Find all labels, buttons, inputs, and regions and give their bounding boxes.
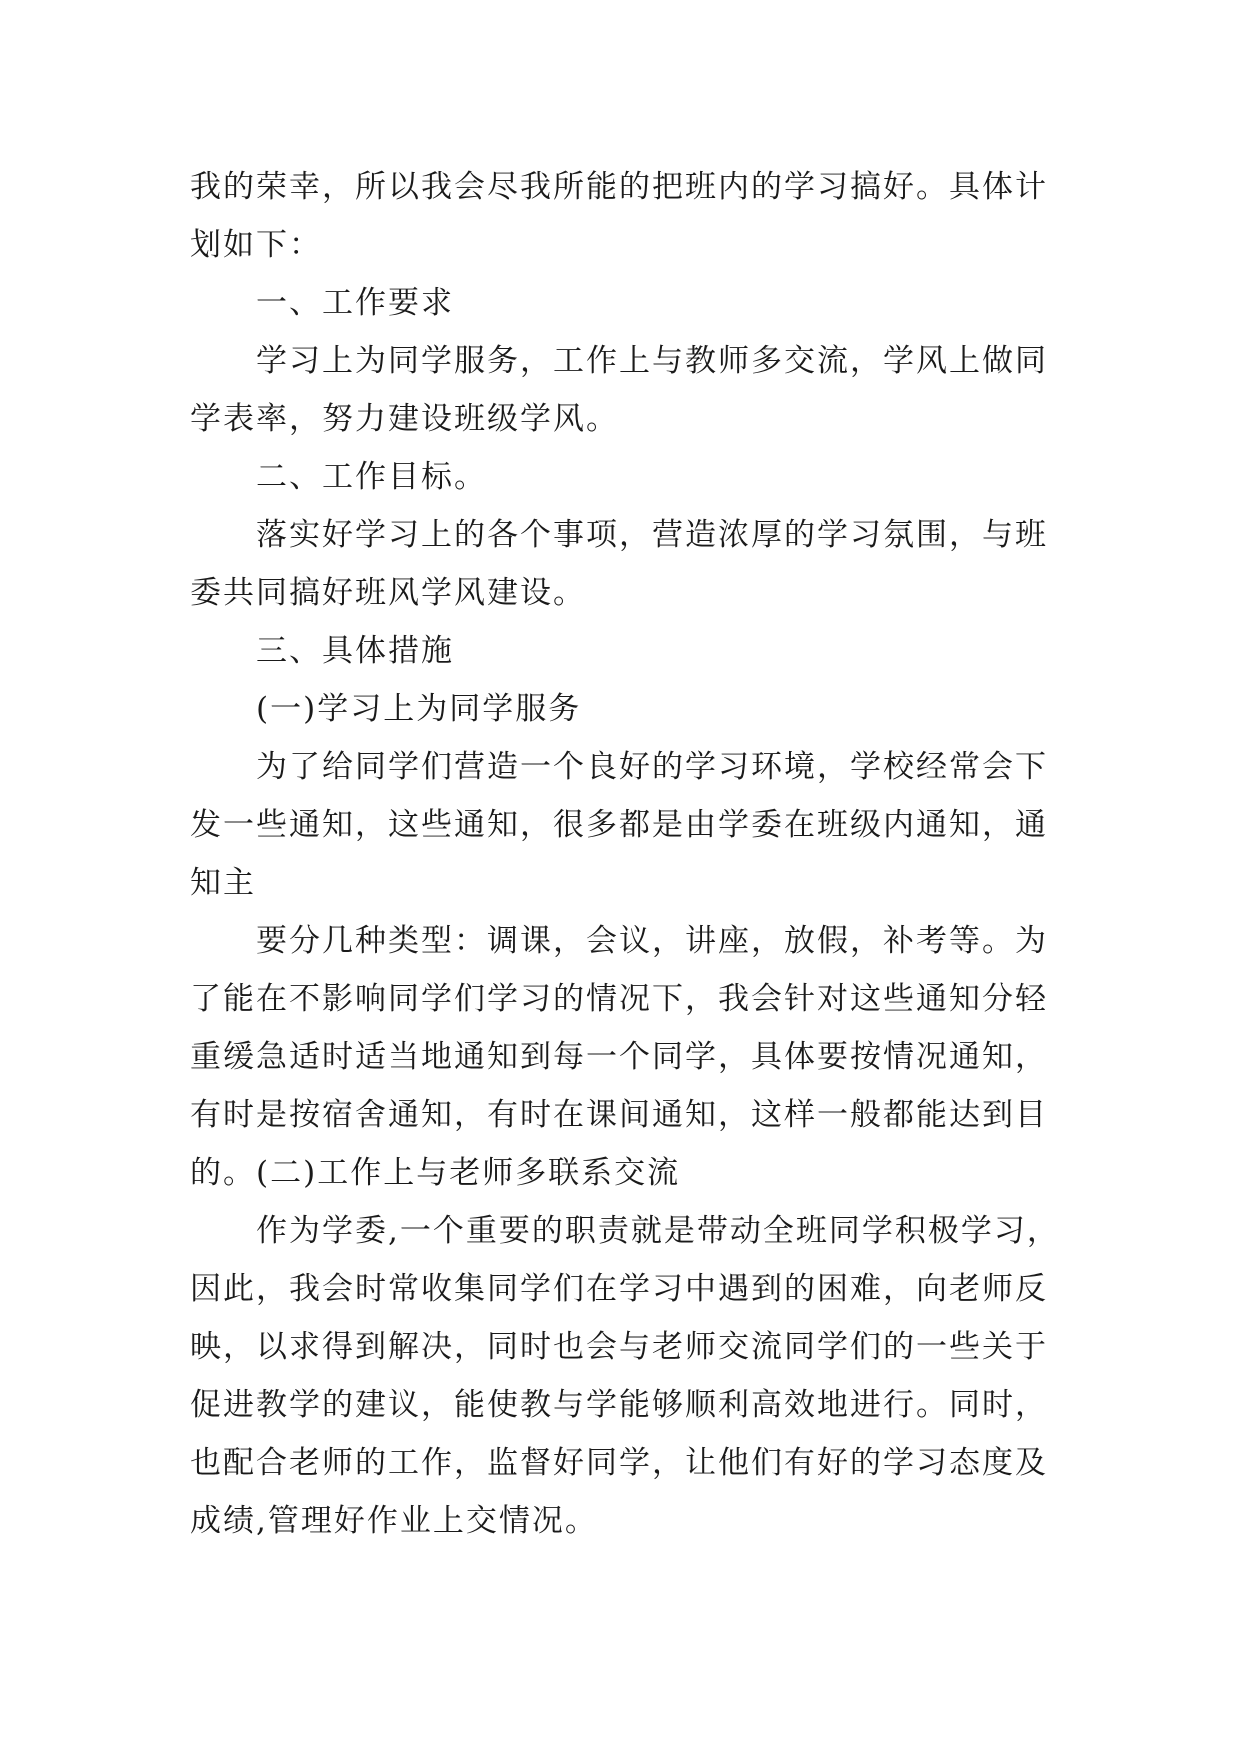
text-line: 映，以求得到解决，同时也会与老师交流同学们的一些关于 xyxy=(190,1329,1048,1365)
text-line: 成绩,管理好作业上交情况。 xyxy=(190,1503,598,1539)
text-line: 要分几种类型：调课，会议，讲座，放假，补考等。为 xyxy=(256,923,1048,959)
text-line: 有时是按宿舍通知，有时在课间通知，这样一般都能达到目 xyxy=(190,1097,1048,1133)
text-line: 落实好学习上的各个事项，营造浓厚的学习氛围，与班 xyxy=(256,517,1048,553)
text-line: 学表率，努力建设班级学风。 xyxy=(190,401,619,437)
text-line: 也配合老师的工作，监督好同学，让他们有好的学习态度及 xyxy=(190,1445,1048,1481)
section-heading: 二、工作目标。 xyxy=(256,459,487,495)
text-line: 作为学委,一个重要的职责就是带动全班同学积极学习， xyxy=(256,1213,1060,1249)
text-line: 学习上为同学服务，工作上与教师多交流，学风上做同 xyxy=(256,343,1048,379)
text-line: 委共同搞好班风学风建设。 xyxy=(190,575,586,611)
text-line: 发一些通知，这些通知，很多都是由学委在班级内通知，通 xyxy=(190,807,1048,843)
text-line: 划如下： xyxy=(190,227,322,263)
text-line: 促进教学的建议，能使教与学能够顺利高效地进行。同时， xyxy=(190,1387,1048,1423)
text-line: 的。(二)工作上与老师多联系交流 xyxy=(190,1155,681,1191)
text-line: 因此，我会时常收集同学们在学习中遇到的困难，向老师反 xyxy=(190,1271,1048,1307)
document-body xyxy=(190,158,1060,1550)
text-line: 我的荣幸，所以我会尽我所能的把班内的学习搞好。具体计 xyxy=(190,169,1048,205)
section-heading: 一、工作要求 xyxy=(256,285,454,321)
text-line: 重缓急适时适当地通知到每一个同学，具体要按情况通知， xyxy=(190,1039,1048,1075)
section-heading: 三、具体措施 xyxy=(256,633,454,669)
text-line: 为了给同学们营造一个良好的学习环境，学校经常会下 xyxy=(256,749,1048,785)
subsection-heading: (一)学习上为同学服务 xyxy=(256,691,582,727)
text-line: 知主 xyxy=(190,865,256,901)
text-line: 了能在不影响同学们学习的情况下，我会针对这些通知分轻 xyxy=(190,981,1048,1017)
